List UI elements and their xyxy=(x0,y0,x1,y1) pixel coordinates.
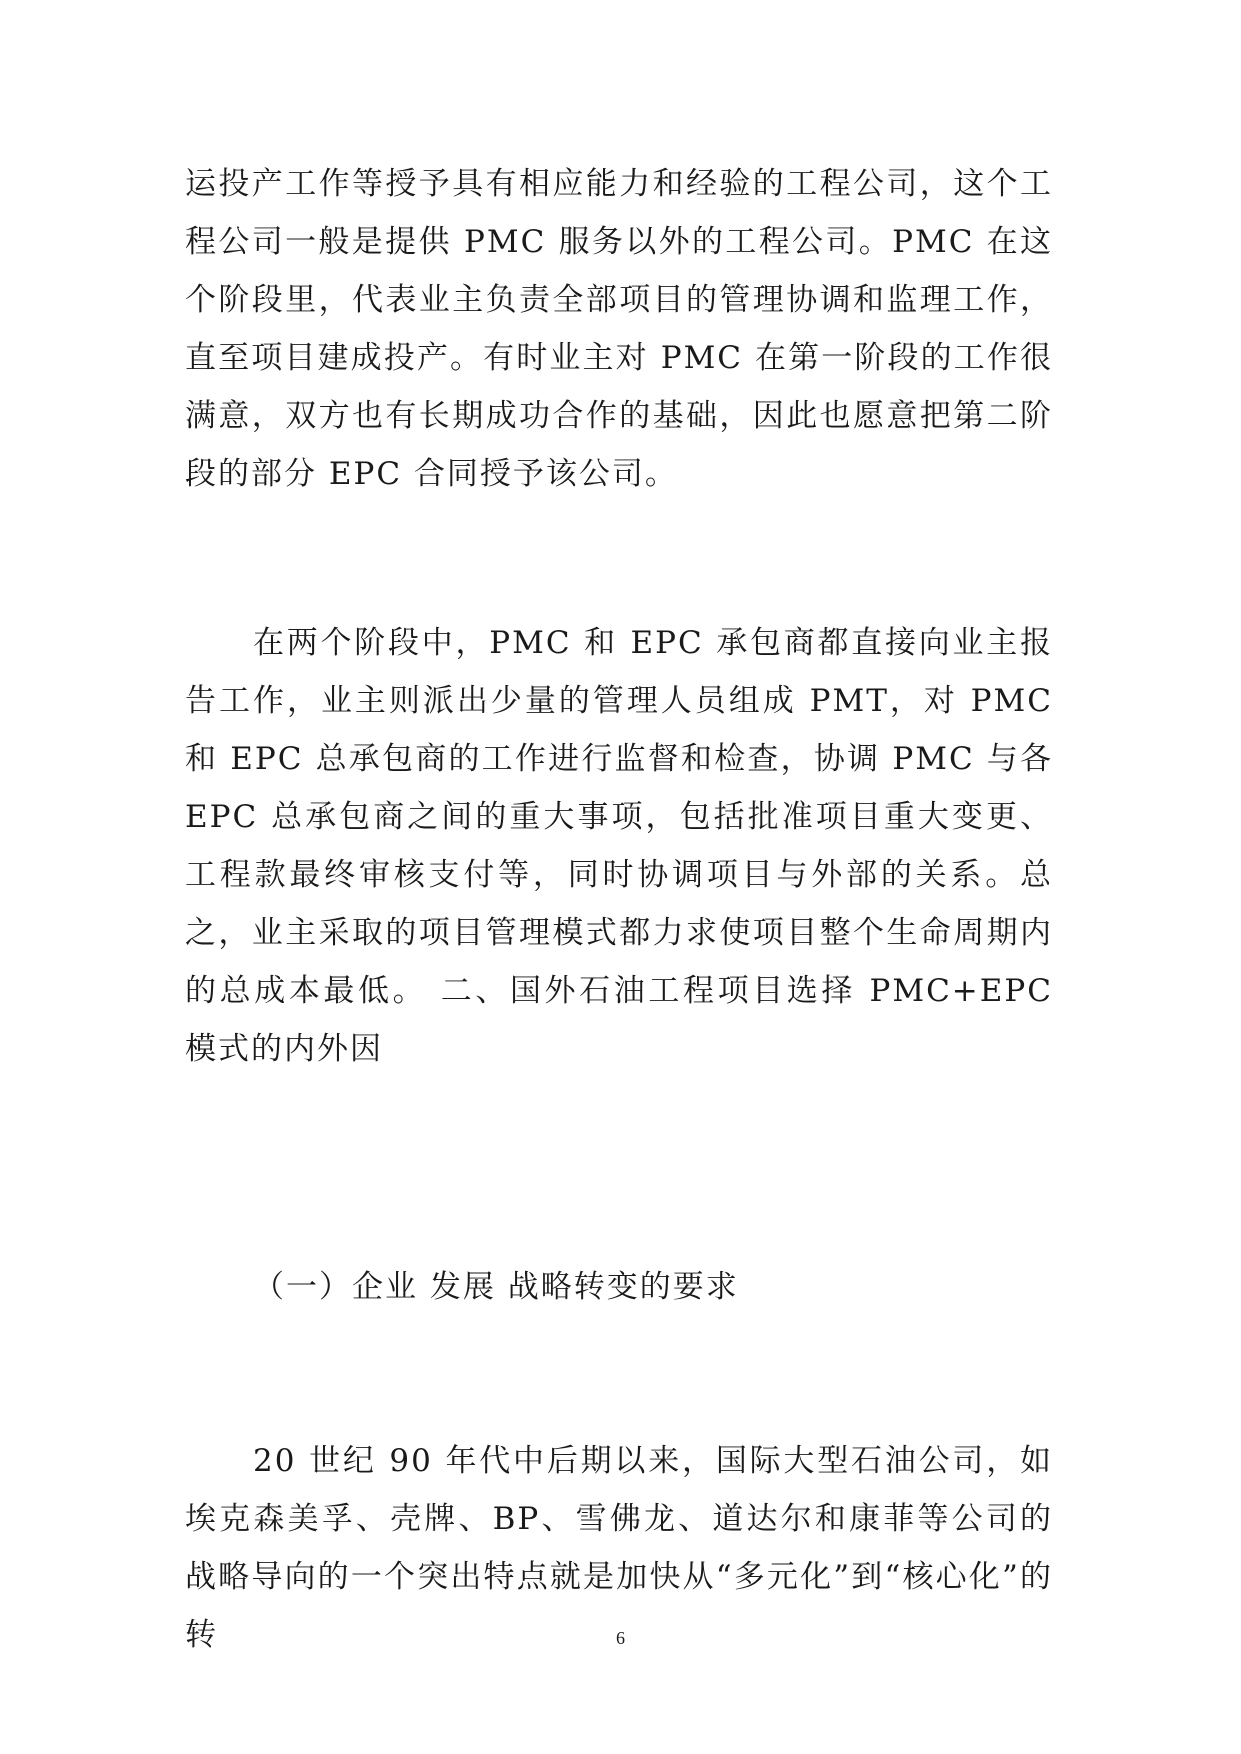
body-paragraph: 20 世纪 90 年代中后期以来，国际大型石油公司，如埃克森美孚、壳牌、BP、雪佛龙、道达尔和康菲等公司的战略导向的一个突出特点就是加快从“多元化”到“核心化”的转 xyxy=(185,1443,1053,1653)
section-heading: （一）企业 发展 战略转变的要求 xyxy=(253,1269,739,1305)
page-number: 6 xyxy=(616,1628,625,1648)
body-paragraph: 运投产工作等授予具有相应能力和经验的工程公司，这个工程公司一般是提供 PMC 服务以外的工程公司。PMC 在这个阶段里，代表业主负责全部项目的管理协调和监理工作，直至项目建成投产。有时业主对 PMC 在第一阶段的工作很满意，双方也有长期成功合作的基础，因此也愿意把第二阶段的部分 EPC 合同授予该公司。 xyxy=(185,166,1053,492)
body-paragraph: 在两个阶段中，PMC 和 EPC 承包商都直接向业主报告工作，业主则派出少量的管理人员组成 PMT，对 PMC 和 EPC 总承包商的工作进行监督和检查，协调 PMC 与各 EPC 总承包商之间的重大事项，包括批准项目重大变更、工程款最终审核支付等，同时协调项目与外部的关系。总之，业主采取的项目管理模式都力求使项目整个生命周期内的总成本最低。 二、国外石油工程项目选择 PMC+EPC 模式的内外因 xyxy=(185,625,1053,1067)
